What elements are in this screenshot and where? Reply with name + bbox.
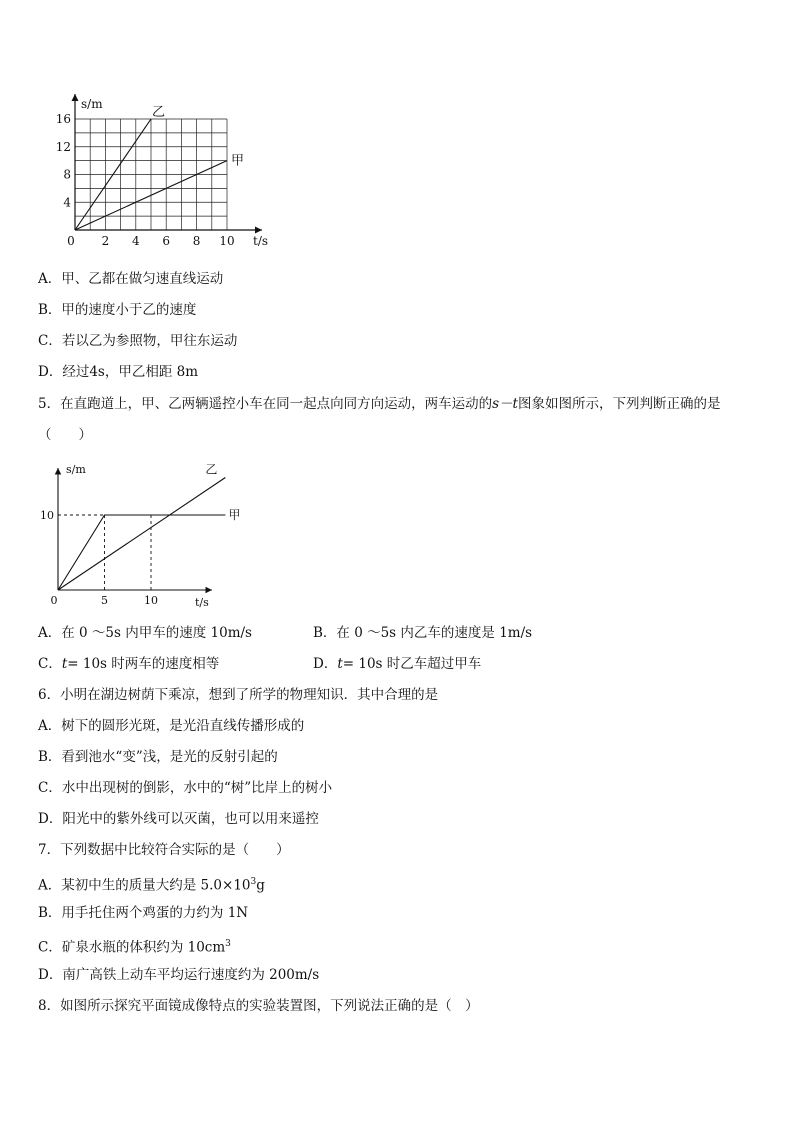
q5-option-a: A．在 0 ～5s 内甲车的速度 10m/s [38, 625, 252, 641]
chart-1-grid [75, 119, 227, 230]
q5-option-d [313, 655, 481, 673]
q5-stem-math: s－t [492, 396, 518, 412]
q4-option-d: D．经过4s，甲乙相距 8m [38, 364, 199, 380]
q5-option-d-math: t [337, 656, 343, 672]
q5-option-d-tail: = 10s 时乙车超过甲车 [342, 656, 482, 672]
chart-1-ytick-label: 8 [63, 167, 71, 182]
q6-option-d: D．阳光中的紫外线可以灭菌，也可以用来遥控 [38, 811, 319, 827]
chart-2-xlabel: t/s [195, 596, 209, 609]
chart-2-xtick-label: 10 [144, 594, 158, 607]
chart-2-series-line [58, 515, 225, 590]
chart-2-series-label: 乙 [205, 462, 218, 477]
chart-2-xtick-label: 0 [50, 594, 58, 607]
chart-2-ytick-label: 10 [40, 509, 54, 522]
q7-option-c [38, 935, 231, 957]
q5-option-b: B．在 0 ～5s 内乙车的速度是 1m/s [313, 625, 533, 641]
q5-option-d-prefix: D． [313, 656, 338, 672]
chart-1-xtick-label: 2 [101, 234, 110, 248]
q8-stem: 8．如图所示探究平面镜成像特点的实验装置图，下列说法正确的是（ ） [38, 998, 479, 1014]
q4-option-a: A．甲、乙都在做匀速直线运动 [38, 271, 224, 287]
chart-1-ylabel: s/m [81, 97, 103, 111]
chart-2-series-label: 甲 [228, 508, 241, 522]
chart-1-xlabel: t/s [253, 234, 269, 248]
chart-1-series-label: 甲 [231, 153, 245, 169]
q6-option-a: A．树下的圆形光斑，是光沿直线传播形成的 [38, 718, 305, 734]
q6-option-b: B．看到池水“变”浅，是光的反射引起的 [38, 749, 278, 765]
q7-option-c-sup: 3 [225, 939, 231, 949]
q7-option-a-text: A．某初中生的质量大约是 5.0×10 [38, 877, 251, 894]
q7-stem: 7．下列数据中比较符合实际的是（ ） [38, 842, 290, 858]
q7-option-a-unit: g [256, 877, 265, 894]
q4-option-c: C．若以乙为参照物，甲往东运动 [38, 333, 238, 349]
q5-stem-text: 5．在直跑道上，甲、乙两辆遥控小车在同一起点向同方向运动，两车运动的 [38, 396, 493, 412]
q7-option-c-text: C．矿泉水瓶的体积约为 10cm [38, 939, 226, 956]
chart-1-ytick-label: 12 [55, 139, 71, 154]
q5-stem [38, 395, 720, 413]
q5-option-c-math: t [61, 656, 68, 672]
q5-option-c-tail: = 10s 时两车的速度相等 [67, 656, 220, 672]
q4-option-b: B．甲的速度小于乙的速度 [38, 302, 197, 318]
q5-option-c-prefix: C． [38, 656, 62, 672]
chart-1-series-label: 乙 [152, 105, 166, 120]
q5-answer-paren: （ ） [38, 427, 92, 443]
chart-1-ytick-label: 16 [55, 112, 71, 126]
chart-1-xtick-label: 6 [162, 234, 171, 248]
q6-option-c: C．水中出现树的倒影，水中的“树”比岸上的树小 [38, 780, 333, 796]
q6-stem: 6．小明在湖边树荫下乘凉，想到了所学的物理知识．其中合理的是 [38, 687, 439, 703]
q7-option-b: B．用手托住两个鸡蛋的力约为 1N [38, 905, 249, 921]
q7-option-a [38, 873, 265, 895]
chart-2-xtick-label: 5 [101, 594, 108, 607]
chart-1-xtick-label: 4 [131, 234, 140, 248]
chart-1 [50, 88, 280, 253]
chart-2-ylabel: s/m [66, 463, 86, 476]
chart-1-xtick-label: 0 [67, 234, 75, 248]
chart-1-xtick-label: 10 [219, 234, 235, 248]
chart-1-xtick-label: 8 [192, 234, 201, 248]
q5-stem-tail: 图象如图所示，下列判断正确的是 [517, 396, 721, 412]
q5-option-c [38, 655, 219, 673]
q7-option-a-sup: 3 [250, 877, 257, 887]
chart-1-ytick-label: 4 [63, 195, 71, 210]
q7-option-d: D．南广高铁上动车平均运行速度约为 200m/s [38, 967, 320, 983]
chart-2-series-line [58, 478, 225, 591]
chart-2 [36, 458, 241, 610]
